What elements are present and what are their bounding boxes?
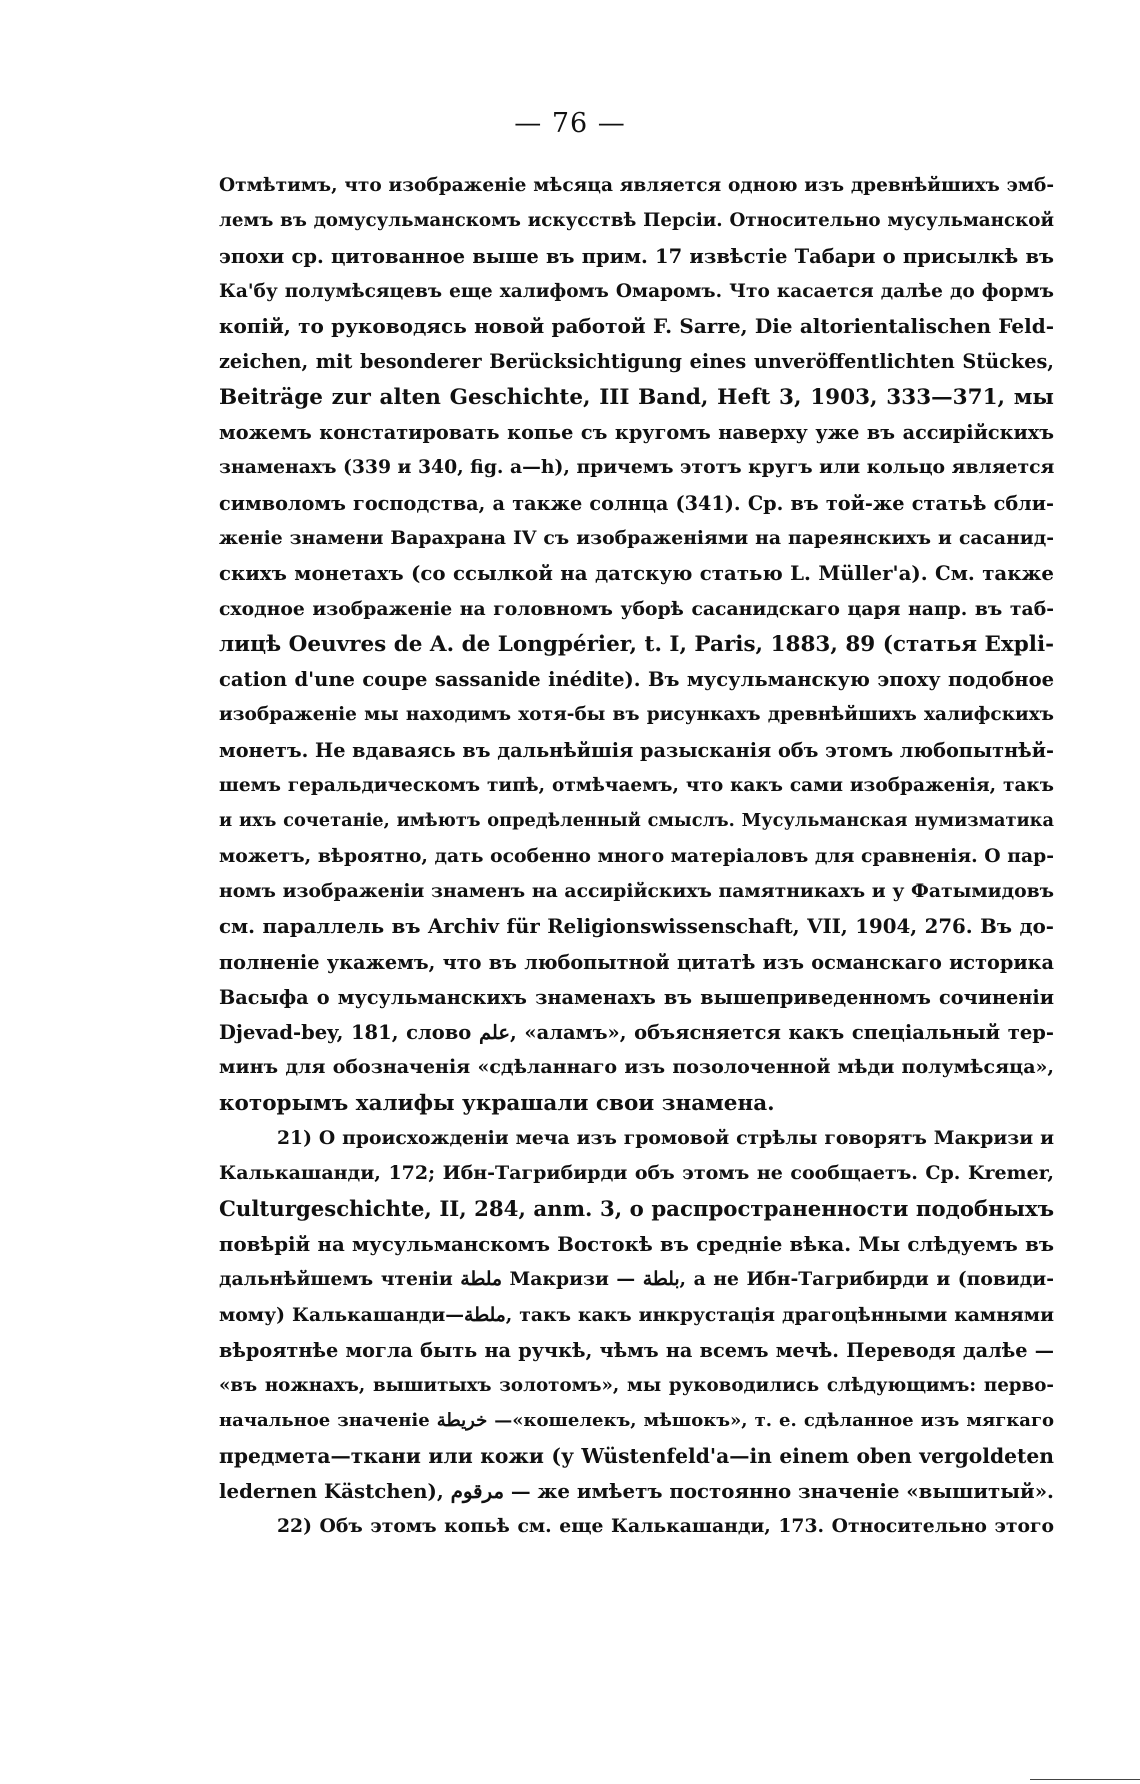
text-line: начальное значеніе خريطة —«кошелекъ, мѣшокъ», т. е. сдѣланное изъ мягкаго [219,1410,1054,1432]
text-line: cation d'une coupe sassanide inédite). Въ мусульманскую эпоху подобное [219,668,1054,692]
text-line: полненіе укажемъ, что въ любопытной цитатѣ изъ османскаго историка [219,950,1054,974]
text-line: повѣрій на мусульманскомъ Востокѣ въ средніе вѣка. Мы слѣдуемъ въ [219,1231,1054,1256]
text-line: шемъ геральдическомъ типѣ, отмѣчаемъ, что какъ сами изображенія, такъ [219,775,1054,797]
text-line: монетъ. Не вдаваясь въ дальнѣйшія разысканія объ этомъ любопытнѣй- [219,738,1054,762]
text-line: Culturgeschichte, II, 284, anm. 3, о распространенности подобныхъ [219,1196,1054,1222]
text-line: ledernen Kästchen), مرقوم — же имѣетъ постоянно значеніе «вышитый». [219,1478,1054,1503]
text-line: изображеніе мы находимъ хотя-бы въ рисункахъ древнѣйшихъ халифскихъ [219,704,1054,726]
text-line: копій, то руководясь новой работой F. Sarre, Die altorientalischen Feld- [219,314,1054,339]
text-line: zeichen, mit besonderer Berücksichtigung eines unveröffentlichten Stückes, [219,350,1054,374]
page-number: — 76 — [514,108,626,139]
text-line: скихъ монетахъ (со ссылкой на датскую статью L. Müller'a). См. также [219,561,1054,586]
text-line: минъ для обозначенія «сдѣланнаго изъ позолоченной мѣди полумѣсяца», [219,1056,1054,1079]
text-line: дальнѣйшемъ чтеніи ملطة Макризи — بلطة, а не Ибн-Тагрибирди и (повиди- [219,1268,1054,1291]
page-corner-rule [1030,1779,1140,1780]
text-line: которымъ халифы украшали свои знамена. [219,1090,775,1116]
footnote-22-start: 22) Объ этомъ копьѣ см. еще Калькашанди, 173. Относительно этого [277,1515,1054,1538]
text-line: предмета—ткани или кожи (у Wüstenfeld'a—in einem oben vergoldeten [219,1443,1054,1468]
text-line: и ихъ сочетаніе, имѣютъ опредѣленный смыслъ. Мусульманская нумизматика [219,810,1054,832]
text-line: Djevad-bey, 181, слово علم, «аламъ», объясняется какъ спеціальный тер- [219,1021,1054,1045]
text-line: Калькашанди, 172; Ибн-Тагрибирди объ этомъ не сообщаетъ. Ср. Kremer, [219,1162,1054,1185]
text-line: Васыфа о мусульманскихъ знаменахъ въ вышеприведенномъ сочиненіи [219,985,1054,1009]
text-line: мому) Калькашанди—ملطة, такъ какъ инкрустація драгоцѣнными камнями [219,1303,1054,1326]
text-line: лицѣ Oeuvres de A. de Longpérier, t. I, Paris, 1883, 89 (статья Expli- [219,631,1055,657]
footnote-21-start: 21) О происхожденіи меча изъ громовой стрѣлы говорятъ Макризи и [277,1127,1054,1150]
text-line: знаменахъ (339 и 340, fig. a—h), причемъ этотъ кругъ или кольцо является [219,456,1055,479]
text-line: номъ изображеніи знаменъ на ассирійскихъ памятникахъ и у Фатымидовъ [219,879,1054,902]
text-line: символомъ господства, а также солнца (341). Ср. въ той-же статьѣ сбли- [219,491,1054,515]
body-text [219,168,1054,1545]
text-line: Отмѣтимъ, что изображеніе мѣсяца является одною изъ древнѣйшихъ эмб- [219,175,1054,196]
text-line: лемъ въ домусульманскомъ искусствѣ Персіи. Относительно мусульманской [219,210,1054,232]
text-line: сходное изображеніе на головномъ уборѣ сасанидскаго царя напр. въ таб- [219,597,1054,620]
text-line: Beiträge zur alten Geschichte, III Band, Heft 3, 1903, 333—371, мы [219,384,1054,410]
text-line: женіе знамени Варахрана IV съ изображеніями на пареянскихъ и сасанид- [219,526,1054,549]
text-line: «въ ножнахъ, вышитыхъ золотомъ», мы руководились слѣдующимъ: перво- [219,1375,1054,1397]
text-line: эпохи ср. цитованное выше въ прим. 17 извѣстіе Табари о присылкѣ въ [219,244,1054,268]
text-line: вѣроятнѣе могла быть на ручкѣ, чѣмъ на всемъ мечѣ. Переводя далѣе — [219,1338,1054,1362]
text-line: можетъ, вѣроятно, дать особенно много матеріаловъ для сравненія. О пар- [219,844,1054,867]
text-line: можемъ констатировать копье съ кругомъ наверху уже въ ассирійскихъ [219,421,1054,445]
text-line: Ка'бу полумѣсяцевъ еще халифомъ Омаромъ. Что касается далѣе до формъ [219,280,1054,302]
text-line: см. параллель въ Archiv für Religionswissenschaft, VII, 1904, 276. Въ до- [219,914,1054,939]
